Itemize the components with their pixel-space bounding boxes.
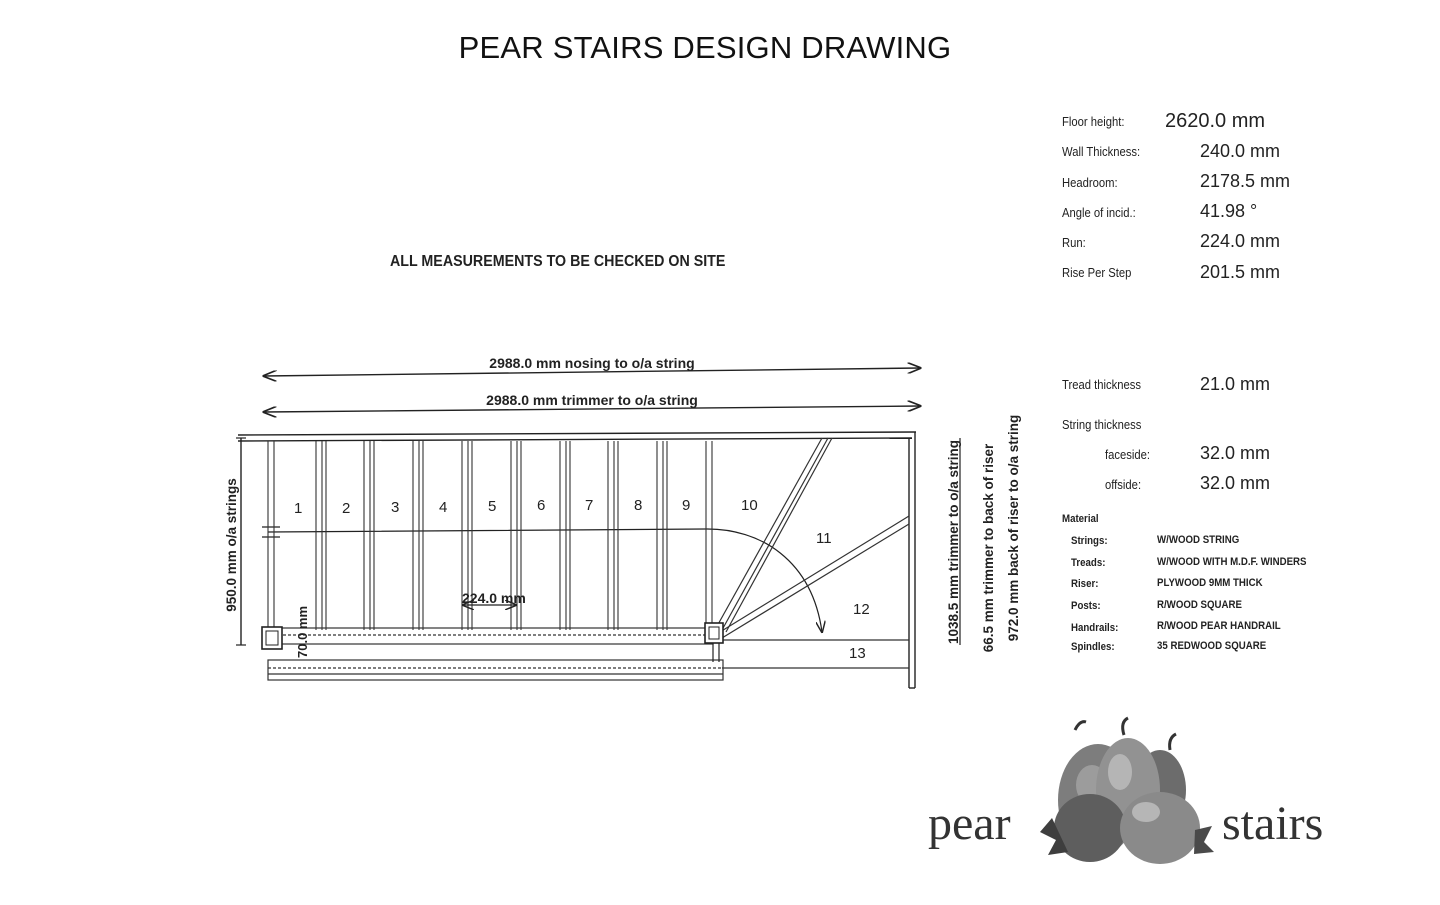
material-value-spindles: 35 REDWOOD SQUARE (1157, 640, 1267, 652)
newel-post-bottom (262, 627, 282, 649)
step-number: 13 (849, 645, 866, 662)
offside-value: 32.0 mm (1200, 473, 1271, 493)
page-title: PEAR STAIRS DESIGN DRAWING (458, 30, 952, 65)
step-number: 1 (294, 500, 303, 517)
right-dimension-label-2: 66.5 mm trimmer to back of riser (981, 443, 996, 653)
material-value-treads: W/WOOD WITH M.D.F. WINDERS (1157, 556, 1307, 568)
trimmer-dimension-label: 2988.0 mm trimmer to o/a string (486, 392, 698, 408)
walk-line (268, 529, 822, 632)
step-number: 2 (342, 500, 351, 517)
floor-height-label: Floor height: (1062, 115, 1125, 129)
tread-thickness-label: Tread thickness (1062, 378, 1142, 392)
material-heading: Material (1062, 513, 1099, 525)
winder-risers (716, 438, 909, 668)
step-number: 12 (853, 601, 870, 618)
material-label-handrails: Handrails: (1071, 622, 1119, 634)
run-value: 224.0 mm (1200, 231, 1281, 251)
floor-height-value: 2620.0 mm (1165, 110, 1266, 132)
wall-string-top (238, 432, 916, 435)
angle-label: Angle of incid.: (1062, 206, 1136, 220)
wall-thickness-label: Wall Thickness: (1062, 145, 1141, 159)
material-value-riser: PLYWOOD 9MM THICK (1157, 577, 1263, 589)
run-dimension-label: 224.0 mm (462, 590, 526, 606)
logo-word-stairs: stairs (1222, 797, 1324, 850)
rise-label: Rise Per Step (1062, 266, 1132, 280)
wall-thickness-value: 240.0 mm (1200, 141, 1281, 161)
material-label-strings: Strings: (1071, 535, 1108, 547)
newel-post-turn (705, 623, 723, 643)
nosing-dimension-label: 2988.0 mm nosing to o/a string (489, 355, 695, 371)
angle-value: 41.98 ° (1200, 201, 1258, 221)
step-numbers (294, 497, 870, 662)
pear-logo-icon (1040, 718, 1214, 864)
logo-word-pear: pear (928, 797, 1011, 850)
material-label-spindles: Spindles: (1071, 641, 1115, 653)
right-dimension-label-1: 1038.5 mm trimmer to o/a string (946, 439, 961, 645)
run-label: Run: (1062, 236, 1086, 250)
material-label-treads: Treads: (1071, 557, 1106, 569)
string-thickness-label: String thickness (1062, 418, 1142, 432)
site-check-notice: ALL MEASUREMENTS TO BE CHECKED ON SITE (390, 253, 726, 270)
rise-value: 201.5 mm (1200, 262, 1281, 282)
step-number: 5 (488, 498, 497, 515)
step-number: 3 (391, 499, 400, 516)
step-number: 10 (741, 497, 758, 514)
right-dimension-label-3: 972.0 mm back of riser to o/a string (1006, 414, 1021, 642)
offside-label: offside: (1105, 478, 1142, 492)
wall-string-top-inner (238, 438, 912, 441)
post-dimension-label: 70.0 mm (295, 605, 310, 658)
bottom-string (268, 628, 723, 680)
faceside-value: 32.0 mm (1200, 443, 1271, 463)
step-number: 9 (682, 497, 691, 514)
material-label-riser: Riser: (1071, 578, 1099, 590)
headroom-value: 2178.5 mm (1200, 171, 1291, 191)
material-value-handrails: R/WOOD PEAR HANDRAIL (1157, 620, 1281, 632)
tread-thickness-value: 21.0 mm (1200, 374, 1271, 394)
step-number: 4 (439, 499, 448, 516)
step-number: 8 (634, 497, 643, 514)
step-number: 7 (585, 497, 594, 514)
step-number: 6 (537, 497, 546, 514)
material-value-posts: R/WOOD SQUARE (1157, 599, 1242, 611)
step-number: 11 (816, 530, 832, 547)
faceside-label: faceside: (1105, 448, 1151, 462)
headroom-label: Headroom: (1062, 176, 1118, 190)
material-label-posts: Posts: (1071, 600, 1101, 612)
material-value-strings: W/WOOD STRING (1157, 534, 1240, 546)
width-dimension-label: 950.0 mm o/a strings (224, 478, 239, 612)
